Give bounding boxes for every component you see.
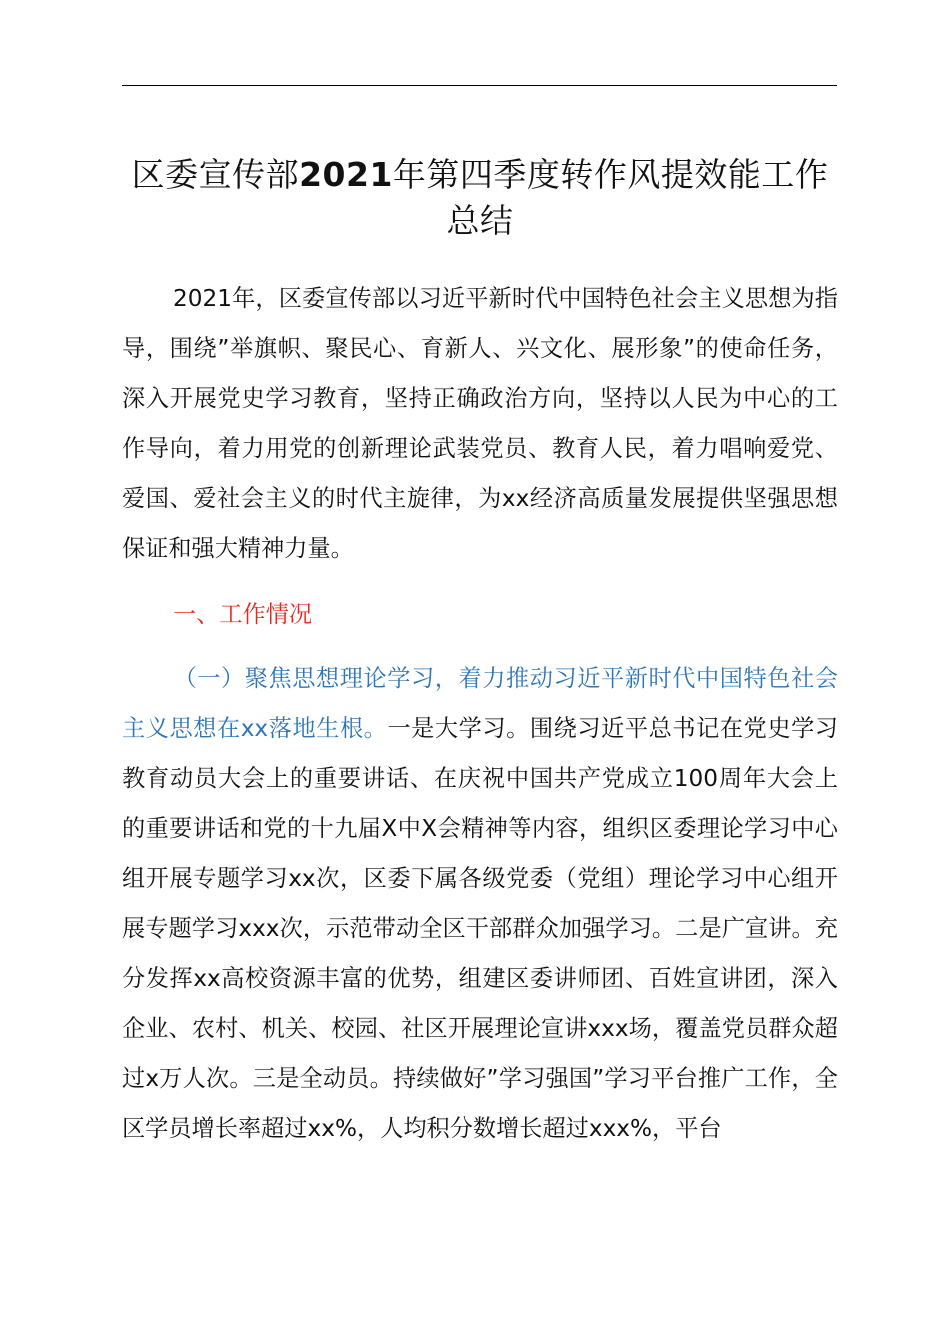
intro-paragraph xyxy=(122,274,838,574)
subsection-heading: （一）聚焦思想理论学习，着力推动习近平新时代中国特色社会主义思想在xx落地生根。 xyxy=(122,665,838,742)
header-rule xyxy=(122,85,837,86)
title-prefix: 区委宣传部 xyxy=(131,155,300,194)
title-year: 2021 xyxy=(299,155,393,194)
subsection-body-text: 一是大学习。围绕习近平总书记在党史学习教育动员大会上的重要讲话、在庆祝中国共产党成立100周年大会上的重要讲话和党的十九届X中X会精神等内容，组织区委理论学习中心组开展专题学习xx次，区委下属各级党委（党组）理论学习中心组开展专题学习xxx次，示范带动全区干部群众加强学习。二是广宣讲。充分发挥xx高校资源丰富的优势，组建区委讲师团、百姓宣讲团，深入企业、农村、机关、校园、社区开展理论宣讲xxx场，覆盖党员群众超过x万人次。三是全动员。持续做好”学习强国”学习平台推广工作，全区学员增长率超过xx%，人均积分数增长超过xxx%，平台 xyxy=(122,715,838,1142)
title-suffix: 年第四季度转作风提效能工作总结 xyxy=(392,155,829,240)
intro-paragraph-text: 2021年，区委宣传部以习近平新时代中国特色社会主义思想为指导，围绕”举旗帜、聚民心、育新人、兴文化、展形象”的使命任务，深入开展党史学习教育，坚持正确政治方向，坚持以人民为中心的工作导向，着力用党的创新理论武装党员、教育人民，着力唱响爱党、爱国、爱社会主义的时代主旋律，为xx经济高质量发展提供坚强思想保证和强大精神力量。 xyxy=(122,285,838,562)
document-title xyxy=(115,152,845,244)
subsection-paragraph xyxy=(122,654,838,1154)
section-heading: 一、工作情况 xyxy=(173,601,313,628)
